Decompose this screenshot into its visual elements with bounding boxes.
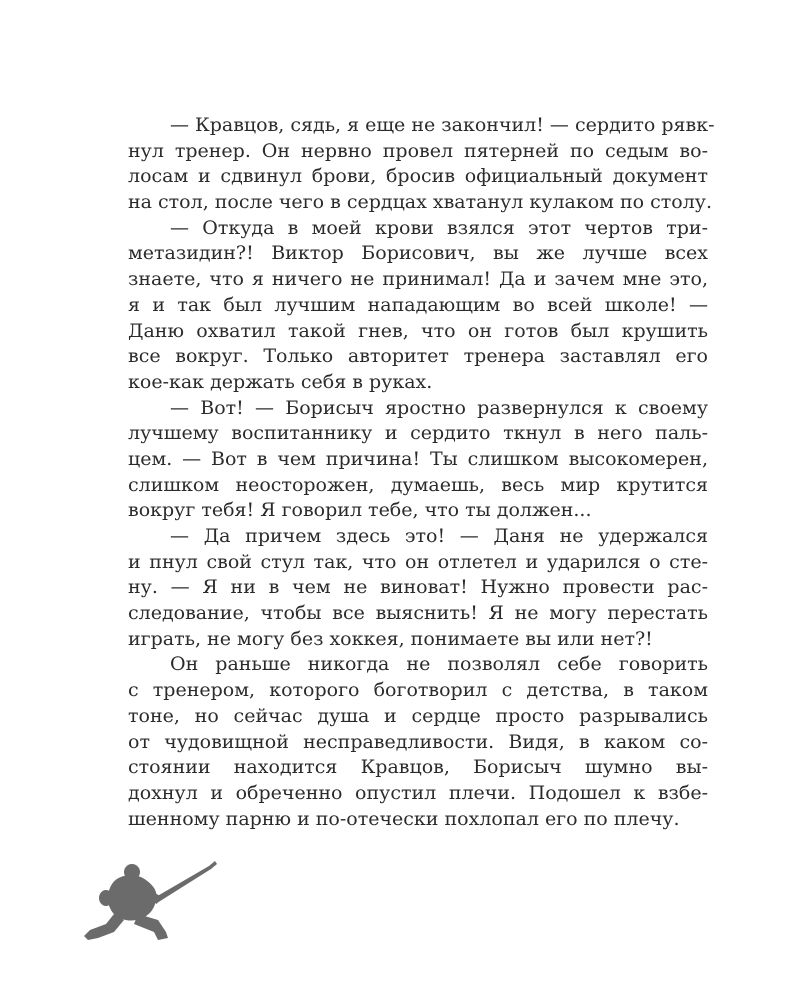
text-line: — Откуда в моей крови взялся этот чертов три- [170, 216, 708, 239]
text-line: — Вот! — Борисыч яростно развернулся к своему [170, 396, 708, 419]
text-line: играть, не могу без хоккея, понимаете вы или нет?! [128, 627, 653, 650]
text-line: цем. — Вот в чем причина! Ты слишком высокомерен, [128, 447, 708, 470]
text-line: с тренером, которого боготворил с детства, в таком [128, 679, 708, 702]
text-line: от чудовищной несправедливости. Видя, в каком со- [128, 730, 708, 753]
text-line: нул тренер. Он нервно провел пятерней по седым во- [128, 139, 708, 162]
text-line: стоянии находится Кравцов, Борисыч шумно вы- [128, 756, 708, 779]
text-line: Он раньше никогда не позволял себе говорить [170, 653, 708, 676]
text-line: знаете, что я ничего не принимал! Да и зачем мне это, [128, 268, 708, 291]
page-number: 6 [181, 891, 191, 910]
text-line: кое-как держать себя в руках. [128, 370, 433, 393]
text-line: и пнул свой стул так, что он отлетел и ударился о сте- [128, 550, 708, 573]
text-line: — Кравцов, сядь, я еще не закончил! — сердито рявк- [170, 114, 715, 136]
text-line: слишком неосторожен, думаешь, весь мир крутится [128, 473, 708, 496]
hockey-player-silhouette-icon [84, 858, 224, 943]
body-text [128, 113, 715, 832]
text-line: метазидин?! Виктор Борисович, вы же лучше всех [128, 242, 708, 265]
text-line: шенному парню и по-отечески похлопал его по плечу. [128, 807, 680, 830]
text-line: все вокруг. Только авторитет тренера заставлял его [128, 345, 708, 368]
text-line: я и так был лучшим нападающим во всей школе! — [128, 293, 708, 316]
text-line: лучшему воспитаннику и сердито ткнул в него паль- [128, 422, 708, 445]
text-line: следование, чтобы все выяснить! Я не могу перестать [128, 602, 708, 625]
text-line: ну. — Я ни в чем не виноват! Нужно провести рас- [128, 576, 708, 599]
text-line: дохнул и обреченно опустил плечи. Подошел к взбе- [128, 781, 708, 804]
text-line: на стол, после чего в сердцах хватанул кулаком по столу. [128, 191, 713, 214]
text-line: Даню охватил такой гнев, что он готов был крушить [128, 319, 708, 342]
text-line: — Да причем здесь это! — Даня не удержался [170, 525, 708, 547]
text-line: тоне, но сейчас душа и сердце просто разрывались [128, 704, 708, 727]
text-line: лосам и сдвинул брови, бросив официальный документ [128, 165, 708, 188]
text-line: вокруг тебя! Я говорил тебе, что ты должен... [128, 499, 592, 522]
